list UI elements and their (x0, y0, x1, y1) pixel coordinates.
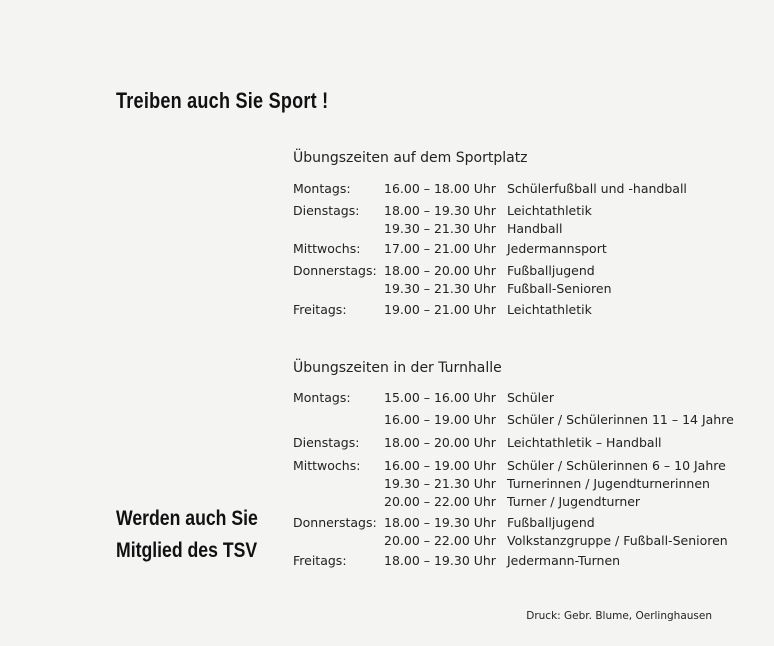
schedule-activity: Leichtathletik (507, 203, 592, 218)
schedule-activity: Schüler (507, 390, 554, 405)
schedule-time: 16.00 – 19.00 Uhr (384, 412, 496, 427)
schedule-time: 20.00 – 22.00 Uhr (384, 533, 496, 548)
schedule-row (293, 552, 733, 570)
schedule-day: Dienstags: (293, 203, 360, 218)
schedule-time: 19.30 – 21.30 Uhr (384, 281, 496, 296)
schedule-activity: Turner / Jugendturner (507, 494, 641, 509)
schedule-activity: Handball (507, 221, 563, 236)
schedule-time: 18.00 – 19.30 Uhr (384, 553, 496, 568)
schedule-time: 15.00 – 16.00 Uhr (384, 390, 496, 405)
schedule-day: Mittwochs: (293, 241, 361, 256)
schedule-day: Montags: (293, 181, 351, 196)
sportplatz-title: Übungszeiten auf dem Sportplatz (293, 150, 528, 166)
schedule-activity: Schüler / Schülerinnen 6 – 10 Jahre (507, 458, 726, 473)
schedule-activity: Leichtathletik – Handball (507, 435, 662, 450)
schedule-time: 16.00 – 19.00 Uhr (384, 458, 496, 473)
schedule-row (293, 262, 733, 298)
membership-line-2: Mitglied des TSV (116, 539, 258, 562)
schedule-activity: Volkstanzgruppe / Fußball-Senioren (507, 533, 728, 548)
schedule-row (293, 434, 733, 452)
turnhalle-title: Übungszeiten in der Turnhalle (293, 360, 502, 376)
membership-slogan (116, 503, 258, 567)
printer-credit: Druck: Gebr. Blume, Oerlinghausen (526, 610, 712, 622)
schedule-day: Donnerstags: (293, 263, 377, 278)
schedule-time: 18.00 – 19.30 Uhr (384, 515, 496, 530)
headline: Treiben auch Sie Sport ! (116, 88, 329, 113)
schedule-time: 20.00 – 22.00 Uhr (384, 494, 496, 509)
schedule-time: 18.00 – 20.00 Uhr (384, 435, 496, 450)
schedule-day: Dienstags: (293, 435, 360, 450)
schedule-activity: Jedermannsport (507, 241, 607, 256)
schedule-activity: Fußballjugend (507, 263, 595, 278)
schedule-day: Mittwochs: (293, 458, 361, 473)
schedule-time: 16.00 – 18.00 Uhr (384, 181, 496, 196)
schedule-day: Donnerstags: (293, 515, 377, 530)
schedule-row (293, 389, 733, 407)
schedule-activity: Turnerinnen / Jugendturnerinnen (507, 476, 710, 491)
schedule-row (293, 240, 733, 258)
schedule-time: 19.30 – 21.30 Uhr (384, 476, 496, 491)
schedule-time: 17.00 – 21.00 Uhr (384, 241, 496, 256)
schedule-activity: Fußballjugend (507, 515, 595, 530)
schedule-row (293, 202, 733, 238)
schedule-activity: Fußball-Senioren (507, 281, 612, 296)
schedule-row (293, 180, 733, 198)
schedule-row (293, 301, 733, 319)
schedule-activity: Schülerfußball und -handball (507, 181, 687, 196)
schedule-activity: Jedermann-Turnen (507, 553, 621, 568)
schedule-time: 18.00 – 20.00 Uhr (384, 263, 496, 278)
schedule-row (293, 457, 733, 511)
schedule-row (293, 411, 733, 429)
membership-line-1: Werden auch Sie (116, 507, 258, 530)
schedule-day: Freitags: (293, 553, 347, 568)
schedule-time: 18.00 – 19.30 Uhr (384, 203, 496, 218)
schedule-activity: Schüler / Schülerinnen 11 – 14 Jahre (507, 412, 734, 427)
schedule-day: Montags: (293, 390, 351, 405)
schedule-row (293, 514, 733, 550)
schedule-day: Freitags: (293, 302, 347, 317)
schedule-time: 19.00 – 21.00 Uhr (384, 302, 496, 317)
schedule-activity: Leichtathletik (507, 302, 592, 317)
schedule-time: 19.30 – 21.30 Uhr (384, 221, 496, 236)
